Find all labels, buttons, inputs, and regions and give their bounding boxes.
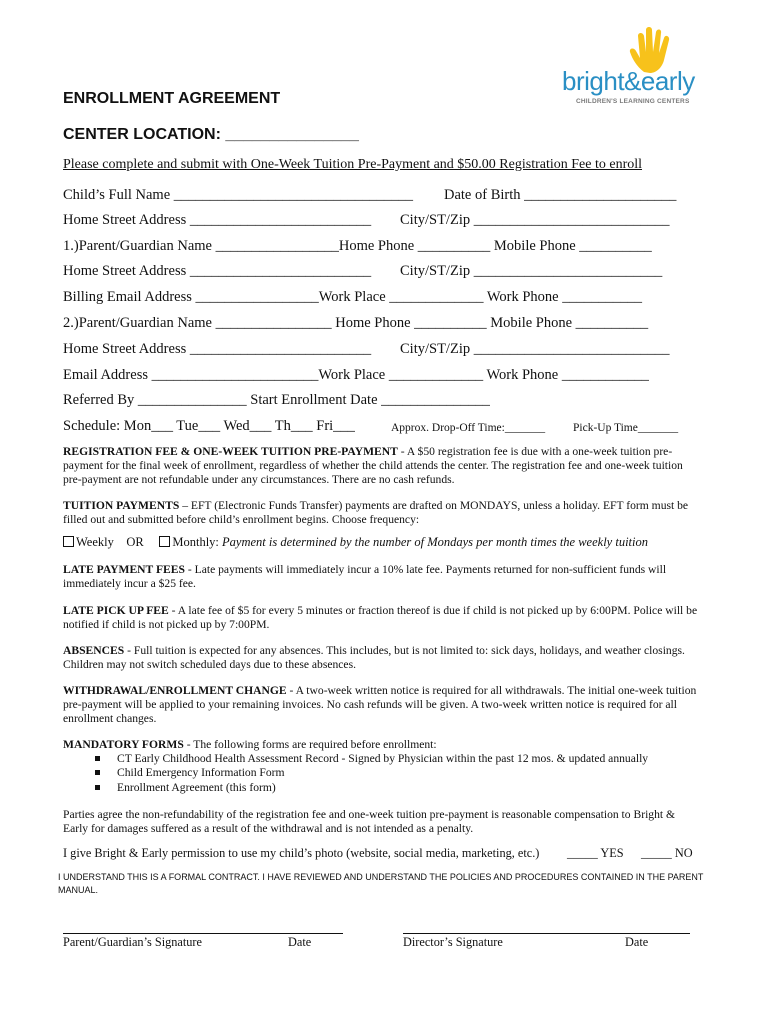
- company-logo: [556, 26, 696, 110]
- page-title: ENROLLMENT AGREEMENT: [63, 90, 281, 107]
- center-location-field[interactable]: CENTER LOCATION: _______________: [63, 126, 359, 143]
- logo-wordmark: bright&early: [562, 66, 695, 96]
- parent1-field[interactable]: 1.)Parent/Guardian Name _________________Home Phone __________ Mobile Phone __________: [63, 238, 652, 254]
- mandatory-heading: MANDATORY FORMS: [63, 738, 184, 751]
- form-item-label: Child Emergency Information Form: [117, 766, 285, 780]
- city-field-3[interactable]: City/ST/Zip ___________________________: [400, 341, 670, 357]
- frequency-row: [63, 535, 703, 549]
- weekly-label: Weekly: [76, 535, 114, 549]
- parent-signature-line[interactable]: [63, 933, 343, 934]
- list-item: [117, 752, 703, 766]
- absences-section: [63, 644, 703, 672]
- weekly-checkbox[interactable]: [63, 536, 74, 547]
- dropoff-field[interactable]: Approx. Drop-Off Time:_______: [391, 422, 546, 434]
- withdrawal-section: [63, 684, 703, 727]
- director-signature-label: Director’s Signature: [403, 935, 503, 949]
- monthly-label: Monthly:: [172, 535, 223, 549]
- mandatory-forms-section: [63, 738, 703, 795]
- late-payment-text: - Late payments will immediately incur a 10% late fee. Payments returned for non-sufficient funds will immediately incur a $25 fee.: [63, 563, 667, 591]
- form-item-label: Enrollment Agreement (this form): [117, 780, 276, 794]
- email-field[interactable]: Email Address _______________________Work Place _____________ Work Phone ____________: [63, 367, 649, 383]
- absences-heading: ABSENCES: [63, 644, 125, 657]
- bullet-icon: [95, 756, 100, 761]
- intro-instructions: Please complete and submit with One-Week Tuition Pre-Payment and $50.00 Registration Fee to enroll: [63, 157, 643, 172]
- registration-heading: REGISTRATION FEE & ONE-WEEK TUITION PRE-PAYMENT: [63, 445, 398, 458]
- monthly-checkbox[interactable]: [159, 536, 170, 547]
- director-date-label: Date: [625, 935, 649, 949]
- child-name-field[interactable]: Child’s Full Name _________________________________: [63, 187, 414, 203]
- mandatory-text: - The following forms are required before enrollment:: [183, 738, 437, 751]
- referred-field[interactable]: Referred By _______________ Start Enrollment Date _______________: [63, 392, 490, 408]
- list-item: [117, 781, 703, 795]
- bullet-icon: [95, 770, 100, 775]
- late-pickup-heading: LATE PICK UP FEE: [63, 604, 169, 617]
- photo-no-field[interactable]: _____ NO: [641, 846, 693, 860]
- parent-date-label: Date: [288, 935, 312, 949]
- late-payment-section: [63, 563, 703, 591]
- home-street-field-2[interactable]: Home Street Address _________________________: [63, 263, 372, 279]
- director-signature-line[interactable]: [403, 933, 690, 934]
- city-field-1[interactable]: City/ST/Zip ___________________________: [400, 212, 670, 228]
- parent2-field[interactable]: 2.)Parent/Guardian Name ________________ Home Phone __________ Mobile Phone __________: [63, 315, 649, 331]
- or-label: OR: [126, 535, 144, 549]
- late-pickup-text: - A late fee of $5 for every 5 minutes or fraction thereof is due if child is not picked up by 6:00PM. Police will be notified if child is not picked up by 7:00PM.: [63, 604, 698, 632]
- city-field-2[interactable]: City/ST/Zip __________________________: [400, 263, 663, 279]
- tuition-section: [63, 499, 703, 527]
- bullet-icon: [95, 785, 100, 790]
- parent-signature-label: Parent/Guardian’s Signature: [63, 935, 202, 949]
- tuition-text: – EFT (Electronic Funds Transfer) payments are drafted on MONDAYS, unless a holiday. EFT form must be filled out and submitted before child’s enrollment begins. Choose frequency:: [63, 499, 689, 527]
- tuition-heading: TUITION PAYMENTS: [63, 499, 180, 512]
- list-item: [117, 766, 703, 780]
- late-pickup-section: [63, 604, 703, 632]
- pickup-field[interactable]: Pick-Up Time_______: [573, 422, 679, 434]
- forms-list: [63, 752, 703, 795]
- form-item-label: CT Early Childhood Health Assessment Record - Signed by Physician within the past 12 mos. & updated annually: [117, 752, 649, 766]
- registration-section: [63, 445, 703, 488]
- photo-permission: I give Bright & Early permission to use my child’s photo (website, social media, marketing, etc.): [63, 846, 540, 860]
- parties-agreement: Parties agree the non-refundability of the registration fee and one-week tuition pre-payment is reasonable compensation to Bright & Early for damages suffered as a result of the withdrawal and is not intended as a penalty.: [63, 808, 676, 836]
- monthly-note: Payment is determined by the number of Mondays per month times the weekly tuition: [222, 535, 648, 549]
- photo-yes-field[interactable]: _____ YES: [567, 846, 624, 860]
- late-payment-heading: LATE PAYMENT FEES: [63, 563, 185, 576]
- withdrawal-text: - A two-week written notice is required for all withdrawals. The initial one-week tuition pre-payment will be applied to your remaining invoices. No cash refunds will be given. A two-week written notice is required for all enrollment changes.: [63, 684, 697, 726]
- absences-text: - Full tuition is expected for any absences. This includes, but is not limited to: sick days, holidays, and weather closings. Children may not switch scheduled days due to these absences.: [63, 644, 685, 672]
- formal-contract-statement: I UNDERSTAND THIS IS A FORMAL CONTRACT. I HAVE REVIEWED AND UNDERSTAND THE POLICIES AND PROCEDURES CONTAINED IN THE PARENT MANUAL.: [58, 872, 704, 895]
- home-street-field-3[interactable]: Home Street Address _________________________: [63, 341, 372, 357]
- billing-email-field[interactable]: Billing Email Address _________________Work Place _____________ Work Phone ___________: [63, 289, 642, 305]
- home-street-field-1[interactable]: Home Street Address _________________________: [63, 212, 372, 228]
- withdrawal-heading: WITHDRAWAL/ENROLLMENT CHANGE: [63, 684, 287, 697]
- dob-field[interactable]: Date of Birth _____________________: [444, 187, 677, 203]
- schedule-field[interactable]: Schedule: Mon___ Tue___ Wed___ Th___ Fri___: [63, 418, 355, 434]
- logo-subtitle: CHILDREN'S LEARNING CENTERS: [576, 98, 690, 105]
- registration-text: - A $50 registration fee is due with a one-week tuition pre-payment for the final week of enrollment, regardless of whether the child attends the center. The registration fee and one-week tuition pre-payment are not refundable under any circumstances. There are no cash refunds.: [63, 445, 683, 487]
